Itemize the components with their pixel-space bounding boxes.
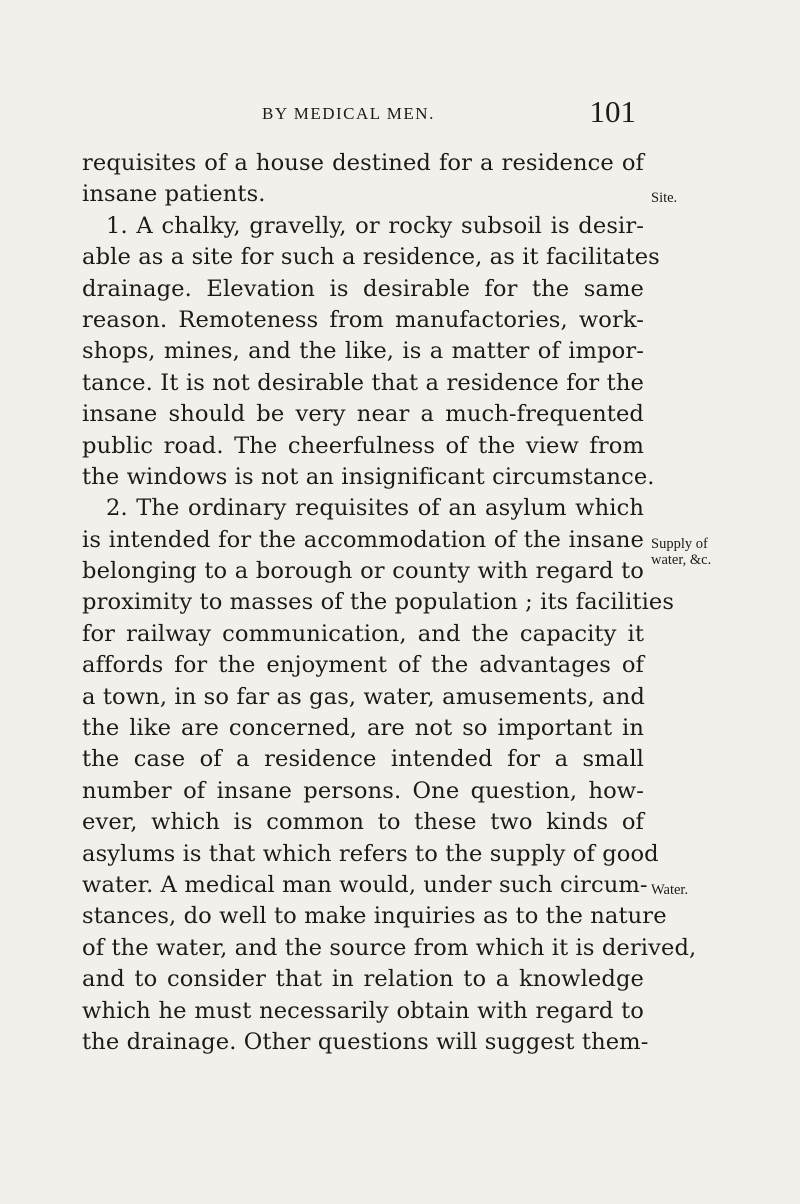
text-line: tance. It is not desirable that a residence for the bbox=[82, 369, 644, 396]
text-line: insane should be very near a much-frequented bbox=[82, 401, 644, 428]
sidenote-site-text: Site. bbox=[651, 190, 678, 206]
text-line: drainage. Elevation is desirable for the same bbox=[82, 275, 644, 302]
text-line: 2. The ordinary requisites of an asylum which bbox=[106, 495, 644, 522]
text-line: number of insane persons. One question, how- bbox=[82, 777, 644, 804]
text-line: requisites of a house destined for a residence of bbox=[82, 150, 644, 176]
text-line: which he must necessarily obtain with regard to bbox=[82, 997, 644, 1024]
sidenote-supply-line-2: water, &c. bbox=[651, 552, 712, 568]
page-number: 101 bbox=[589, 94, 636, 129]
text-line: public road. The cheerfulness of the view from bbox=[82, 432, 644, 459]
text-line: the drainage. Other questions will suggest them- bbox=[82, 1028, 649, 1055]
text-line: water. A medical man would, under such circum- bbox=[82, 871, 648, 898]
text-line: proximity to masses of the population ; its facilities bbox=[82, 589, 675, 616]
sidenote-supply bbox=[651, 536, 711, 568]
text-line: and to consider that in relation to a knowledge bbox=[82, 966, 644, 993]
sidenote-water bbox=[651, 882, 688, 898]
text-line: insane patients. bbox=[82, 181, 266, 208]
text-line: shops, mines, and the like, is a matter of impor- bbox=[82, 338, 644, 365]
sidenote-water-text: Water. bbox=[651, 882, 689, 898]
text-line: affords for the enjoyment of the advantages of bbox=[82, 652, 644, 679]
text-line: stances, do well to make inquiries as to the nature bbox=[82, 903, 667, 930]
text-line: reason. Remoteness from manufactories, work- bbox=[82, 306, 644, 333]
sidenote-supply-line-1: Supply of bbox=[651, 536, 708, 552]
text-line: is intended for the accommodation of the insane bbox=[82, 526, 644, 553]
text-line: of the water, and the source from which it is derived, bbox=[82, 934, 697, 961]
text-line: belonging to a borough or county with regard to bbox=[82, 558, 644, 585]
text-line: asylums is that which refers to the supply of good bbox=[82, 840, 659, 867]
running-header bbox=[82, 94, 636, 134]
text-line: 1. A chalky, gravelly, or rocky subsoil is desir- bbox=[106, 212, 644, 239]
text-line: a town, in so far as gas, water, amusements, and bbox=[82, 683, 645, 710]
running-title: BY MEDICAL MEN. bbox=[262, 104, 435, 123]
text-line: for railway communication, and the capacity it bbox=[82, 620, 644, 647]
text-line: the windows is not an insignificant circumstance. bbox=[82, 463, 655, 490]
sidenote-site bbox=[651, 190, 677, 206]
text-line: the case of a residence intended for a small bbox=[82, 746, 644, 773]
text-line: ever, which is common to these two kinds of bbox=[82, 809, 644, 836]
text-line: the like are concerned, are not so important in bbox=[82, 715, 644, 742]
text-line: able as a site for such a residence, as it facilitates bbox=[82, 244, 660, 271]
